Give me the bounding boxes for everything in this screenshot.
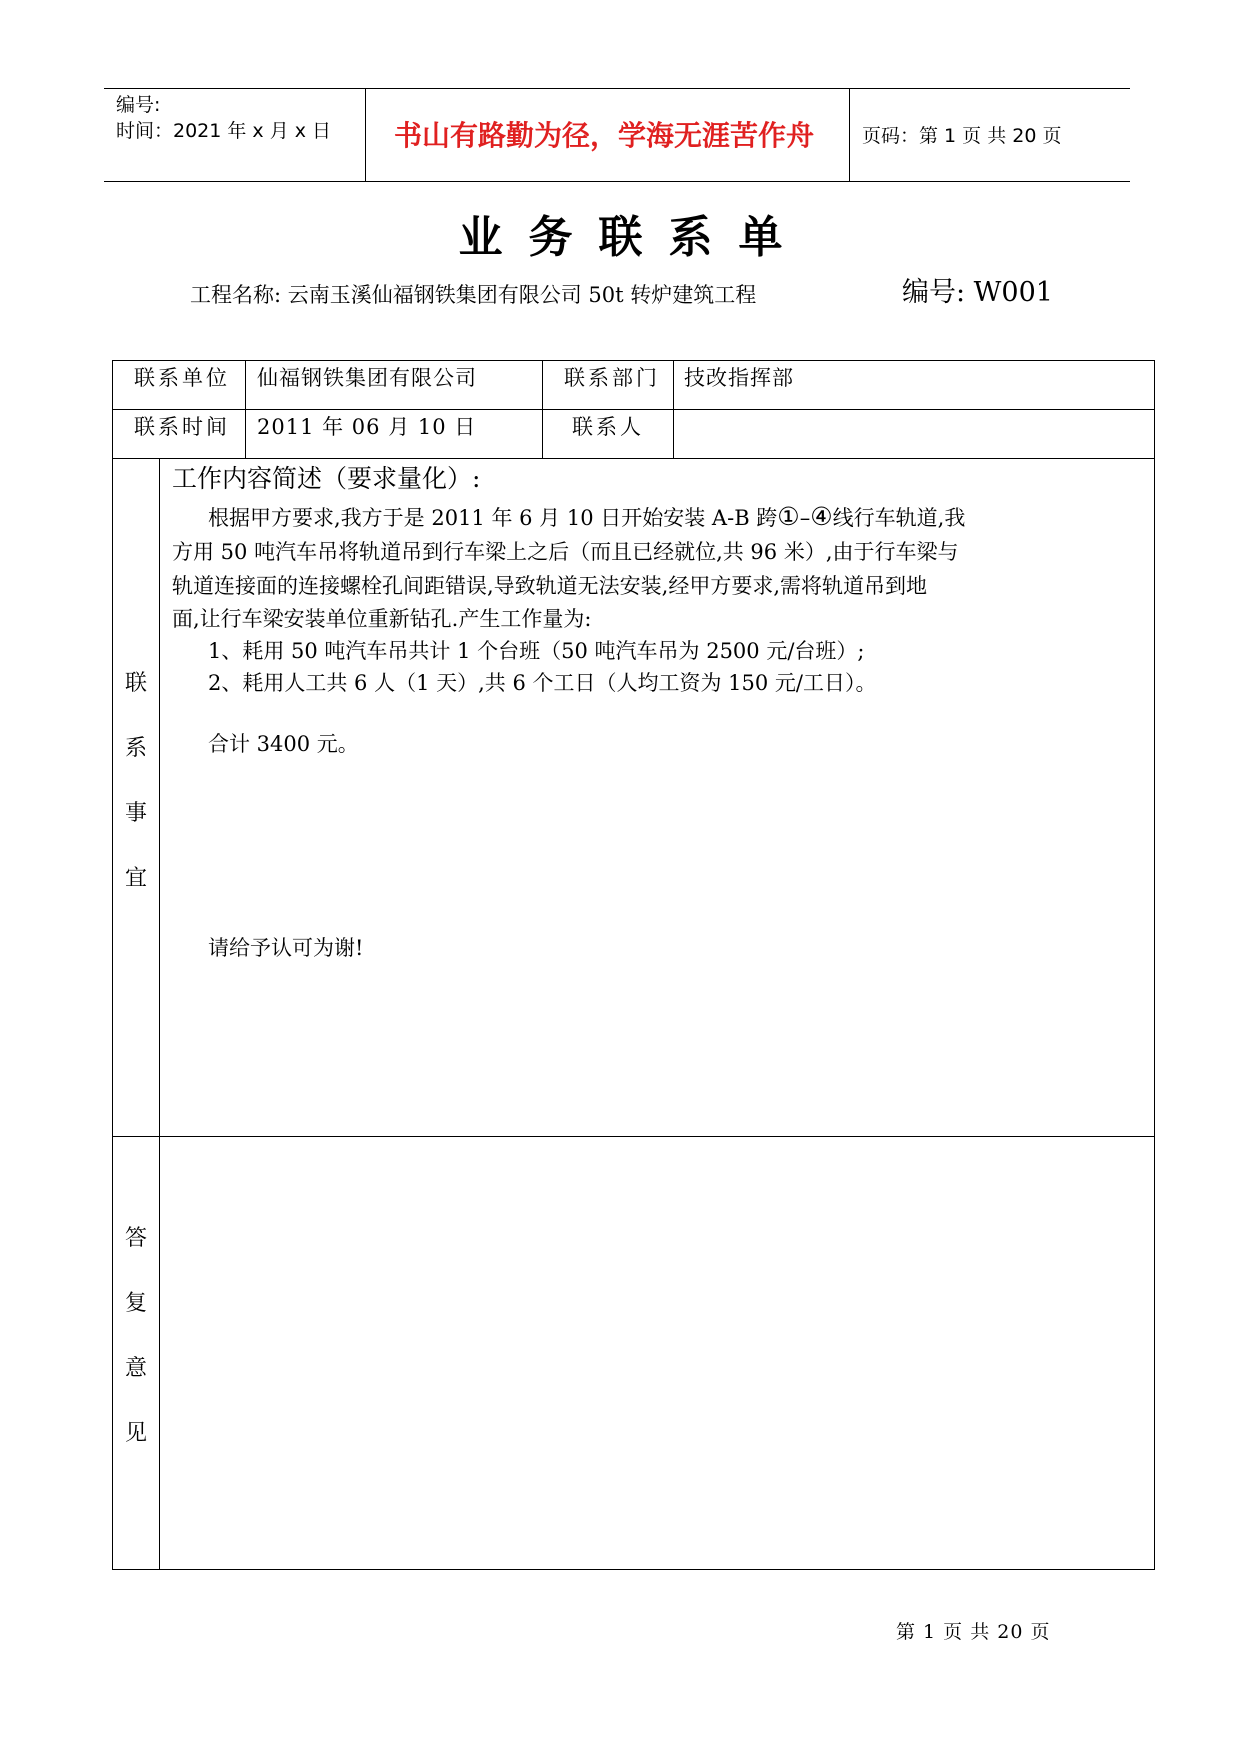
col-divider-2	[542, 360, 543, 458]
document-serial: 编号: W001	[902, 277, 1053, 308]
contact-dept-label: 联系部门	[564, 366, 660, 390]
document-title: 业务联系单	[458, 212, 809, 263]
workload-item-1: 1、耗用 50 吨汽车吊共计 1 个台班（50 吨汽车吊为 2500 元/台班）;	[208, 639, 865, 663]
header-page-number: 页码：第 1 页 共 20 页	[862, 125, 1062, 147]
total-amount: 合计 3400 元。	[208, 732, 359, 756]
circled-four-glyph: ④	[810, 502, 833, 531]
contact-time-value: 2011 年 06 月 10 日	[257, 415, 477, 439]
header-top-rule	[104, 88, 1130, 89]
workload-item-2: 2、耗用人工共 6 人（1 天）,共 6 个工日（人均工资为 150 元/工日）。	[208, 671, 877, 695]
paragraph-text: 根据甲方要求,我方于是 2011 年 6 月 10 日开始安装 A-B 跨	[208, 506, 778, 530]
content-heading: 工作内容简述（要求量化）:	[172, 464, 481, 493]
row-divider-3	[112, 1136, 1155, 1137]
contact-unit-value: 仙福钢铁集团有限公司	[257, 366, 477, 390]
content-paragraph-line-3: 轨道连接面的连接螺栓孔间距错误,导致轨道无法安装,经甲方要求,需将轨道吊到地	[172, 574, 928, 598]
dash-glyph: –	[799, 506, 811, 530]
header-divider-right	[849, 88, 850, 181]
header-motto: 书山有路勤为径，学海无涯苦作舟	[393, 119, 814, 152]
contact-dept-value: 技改指挥部	[684, 366, 794, 390]
header-time: 时间：2021 年 x 月 x 日	[116, 120, 332, 142]
footer-page-number: 第 1 页 共 20 页	[896, 1621, 1051, 1643]
project-name: 工程名称: 云南玉溪仙福钢铁集团有限公司 50t 转炉建筑工程	[190, 283, 757, 307]
circled-one-glyph: ①	[777, 502, 800, 531]
contact-unit-label: 联系单位	[134, 366, 230, 390]
reply-side-label: 答 复 意 见	[124, 1226, 147, 1446]
header-number-label: 编号:	[116, 94, 161, 116]
col-divider-1	[245, 360, 246, 458]
content-paragraph-line-2: 方用 50 吨汽车吊将轨道吊到行车梁上之后（而且已经就位,共 96 米）,由于行车梁与	[172, 540, 959, 564]
content-paragraph-line-1	[208, 500, 1098, 535]
row-divider-2	[112, 458, 1155, 459]
content-paragraph-line-4: 面,让行车梁安装单位重新钻孔.产生工作量为:	[172, 607, 592, 631]
contact-time-label: 联系时间	[134, 415, 230, 439]
col-divider-3	[673, 360, 674, 458]
paragraph-text: 线行车轨道,我	[832, 506, 966, 530]
header-bottom-rule	[104, 181, 1130, 182]
row-divider-1	[112, 409, 1155, 410]
contact-person-label: 联系人	[572, 415, 644, 439]
matters-side-label: 联 系 事 宜	[124, 671, 147, 891]
closing-line: 请给予认可为谢!	[208, 936, 364, 960]
